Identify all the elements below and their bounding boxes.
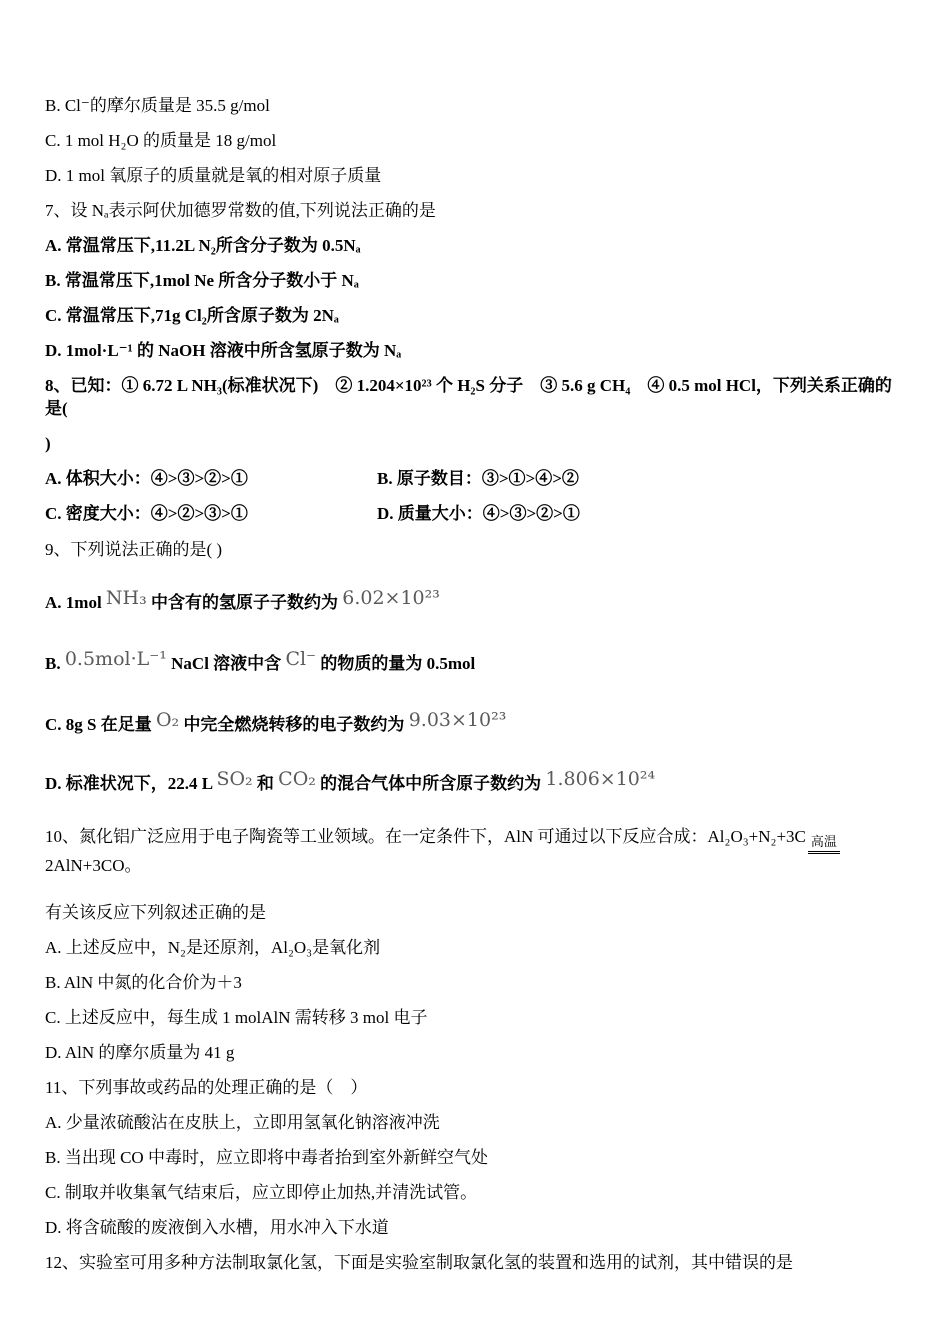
text-segment: B. 常温常压下,1mol Ne 所含分子数小于 Nₐ xyxy=(45,271,359,290)
formula-segment: CO₂ xyxy=(278,768,316,790)
formula-segment: 9.03×10²³ xyxy=(408,709,507,731)
document-line xyxy=(45,648,908,675)
document-line xyxy=(45,304,908,327)
formula-segment: 0.5mol·L⁻¹ xyxy=(64,648,167,670)
document-line xyxy=(45,467,908,490)
reaction-condition xyxy=(808,834,840,854)
text-segment: D. 将含硫酸的废液倒入水槽，用水冲入下水道 xyxy=(45,1218,389,1237)
document-line xyxy=(45,1251,908,1274)
text-segment: C. 上述反应中，每生成 1 molAlN 需转移 3 mol 电子 xyxy=(45,1008,428,1027)
text-segment: 中含有的氢原子子数约为 xyxy=(146,593,343,612)
text-segment: NaCl 溶液中含 xyxy=(166,654,286,673)
document-line xyxy=(45,374,908,420)
document-line xyxy=(45,164,908,187)
document-line xyxy=(45,502,908,525)
document-line xyxy=(45,1181,908,1204)
text-segment: A. 常温常压下,11.2L N₂所含分子数为 0.5Nₐ xyxy=(45,236,361,255)
document-line xyxy=(45,199,908,222)
text-segment: 7、设 Nₐ表示阿伏加德罗常数的值,下列说法正确的是 xyxy=(45,201,436,220)
document-line xyxy=(45,971,908,994)
text-segment: A. 少量浓硫酸沾在皮肤上，立即用氢氧化钠溶液冲洗 xyxy=(45,1113,440,1132)
document-line xyxy=(45,1216,908,1239)
text-segment: 9、下列说法正确的是( ) xyxy=(45,540,223,559)
document-line xyxy=(45,1111,908,1134)
document-line xyxy=(45,936,908,959)
document-line xyxy=(45,1076,908,1099)
document-line xyxy=(45,269,908,292)
text-segment: 中完全燃烧转移的电子数约为 xyxy=(179,715,409,734)
text-segment: D. 质量大小：④>③>②>① xyxy=(377,504,580,523)
document-line xyxy=(45,339,908,362)
document-line xyxy=(45,234,908,257)
text-segment: 的混合气体中所含原子数约为 xyxy=(315,774,546,793)
text-segment: C. 制取并收集氧气结束后，应立即停止加热,并清洗试管。 xyxy=(45,1183,478,1202)
text-segment: 12、实验室可用多种方法制取氯化氢，下面是实验室制取氯化氢的装置和选用的试剂，其中错误的是 xyxy=(45,1253,793,1272)
text-segment: ) xyxy=(45,434,51,453)
text-segment: D. 1mol·L⁻¹ 的 NaOH 溶液中所含氢原子数为 Nₐ xyxy=(45,341,402,360)
formula-segment: 6.02×10²³ xyxy=(342,587,440,609)
formula-segment: 1.806×10²⁴ xyxy=(545,768,656,790)
text-segment: A. 体积大小：④>③>②>① xyxy=(45,469,248,488)
text-segment: B. 当出现 CO 中毒时，应立即将中毒者抬到室外新鲜空气处 xyxy=(45,1148,488,1167)
text-segment: B. 原子数目：③>①>④>② xyxy=(377,469,579,488)
text-segment: B. xyxy=(45,654,65,673)
document-line xyxy=(45,94,908,117)
text-segment: 10、氮化铝广泛应用于电子陶瓷等工业领域。在一定条件下，AlN 可通过以下反应合成：Al₂O₃+N₂+3C xyxy=(45,827,806,846)
text-segment: A. 1mol xyxy=(45,593,106,612)
text-segment: D. 标准状况下，22.4 L xyxy=(45,774,217,793)
text-segment: C. 密度大小：④>②>③>① xyxy=(45,504,248,523)
reaction-condition-label: 高温 xyxy=(808,834,840,854)
text-segment: 2AlN+3CO。 xyxy=(45,856,142,875)
text-segment: 和 xyxy=(252,774,279,793)
document-body xyxy=(45,94,908,1274)
document-line xyxy=(45,901,908,924)
document-line xyxy=(45,432,908,455)
document-line xyxy=(45,1006,908,1029)
document-line xyxy=(45,825,908,877)
text-segment: C. 常温常压下,71g Cl₂所含原子数为 2Nₐ xyxy=(45,306,339,325)
text-segment: C. 1 mol H₂O 的质量是 18 g/mol xyxy=(45,131,277,150)
document-line xyxy=(45,768,908,795)
text-segment: 的物质的量为 0.5mol xyxy=(316,654,476,673)
document-line xyxy=(45,538,908,561)
formula-segment: Cl⁻ xyxy=(285,648,317,670)
text-segment: 8、已知：① 6.72 L NH₃(标准状况下) ② 1.204×10²³ 个 H₂S 分子 ③ 5.6 g CH₄ ④ 0.5 mol HCl，下列关系正确的是( xyxy=(45,376,892,418)
text-segment: D. 1 mol 氧原子的质量就是氧的相对原子质量 xyxy=(45,166,382,185)
formula-segment: NH₃ xyxy=(105,587,147,609)
text-segment: 有关该反应下列叙述正确的是 xyxy=(45,903,266,922)
document-line xyxy=(45,1041,908,1064)
document-line xyxy=(45,709,908,736)
text-segment: B. AlN 中氮的化合价为＋3 xyxy=(45,973,242,992)
document-line xyxy=(45,1146,908,1169)
text-segment: 11、下列事故或药品的处理正确的是（ ） xyxy=(45,1078,368,1097)
text-segment: C. 8g S 在足量 xyxy=(45,715,156,734)
document-line xyxy=(45,587,908,614)
formula-segment: SO₂ xyxy=(216,768,253,790)
text-segment: D. AlN 的摩尔质量为 41 g xyxy=(45,1043,235,1062)
document-line xyxy=(45,129,908,152)
formula-segment: O₂ xyxy=(155,709,180,731)
text-segment: A. 上述反应中，N₂是还原剂，Al₂O₃是氧化剂 xyxy=(45,938,381,957)
text-segment: B. Cl⁻的摩尔质量是 35.5 g/mol xyxy=(45,96,270,115)
